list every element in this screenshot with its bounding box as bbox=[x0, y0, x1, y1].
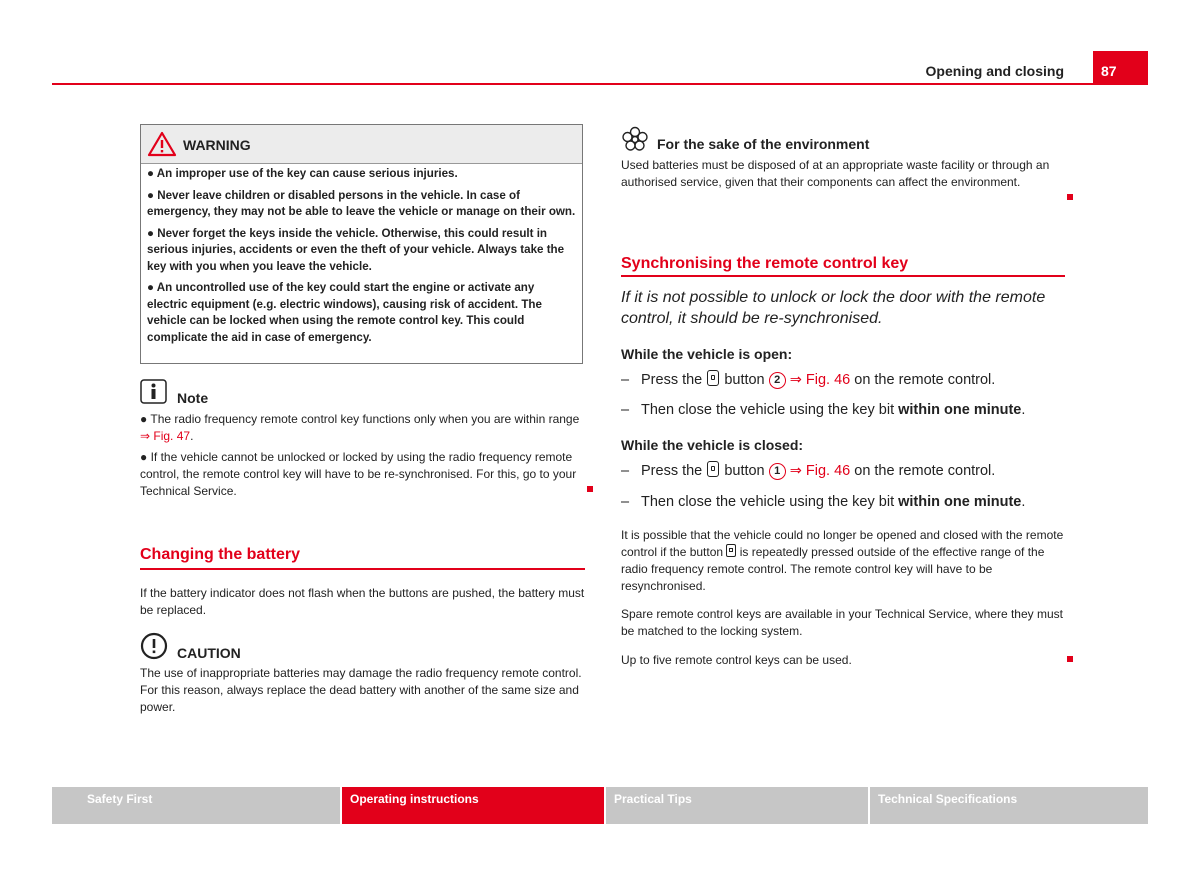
sync-intro: If it is not possible to unlock or lock the door with the remote control, it should be re-synchronised. bbox=[621, 289, 1046, 327]
nav-tab-operating-instructions[interactable]: Operating instructions bbox=[342, 787, 604, 824]
warning-box bbox=[140, 124, 583, 364]
section-heading-sync: Synchronising the remote control key bbox=[621, 255, 909, 272]
five-keys-paragraph: Up to five remote control keys can be used. bbox=[621, 653, 852, 667]
step-press-closed: – Press the button 1 ⇒ Fig. 46 on the remote control. bbox=[621, 463, 996, 479]
battery-paragraph: If the battery indicator does not flash when the buttons are pushed, the battery must be replaced. bbox=[140, 586, 585, 617]
environment-paragraph: Used batteries must be disposed of at an appropriate waste facility or through an authorised service, given that their components can affect the environment. bbox=[621, 158, 1050, 189]
step-close-closed: – Then close the vehicle using the key bit within one minute. bbox=[621, 494, 1026, 510]
figure-link[interactable]: ⇒ Fig. 46 bbox=[789, 463, 851, 479]
step-close-open: – Then close the vehicle using the key bit within one minute. bbox=[621, 402, 1026, 418]
flower-environment-icon bbox=[621, 126, 649, 152]
section-end-marker bbox=[1067, 656, 1073, 662]
note-item: ● If the vehicle cannot be unlocked or locked by using the radio frequency remote control, the remote control key will have to be re-synchronised. For this, go to your Technical Service. bbox=[140, 450, 577, 498]
section-end-marker bbox=[587, 486, 593, 492]
section-end-marker bbox=[1067, 194, 1073, 200]
step-press-open: – Press the button 2 ⇒ Fig. 46 on the remote control. bbox=[621, 372, 996, 388]
warning-item: ● An improper use of the key can cause serious injuries. bbox=[147, 167, 458, 180]
nav-tab-safety-first[interactable]: Safety First bbox=[52, 787, 340, 824]
warning-item: ● Never leave children or disabled persons in the vehicle. In case of emergency, they may not be able to leave the vehicle or manage on their own. bbox=[147, 188, 576, 218]
info-icon bbox=[140, 379, 167, 404]
page-number: 87 bbox=[1101, 63, 1117, 79]
figure-link[interactable]: ⇒ Fig. 47 bbox=[140, 429, 191, 443]
note-title: Note bbox=[177, 390, 209, 406]
chapter-title: Opening and closing bbox=[925, 63, 1064, 79]
header-rule bbox=[52, 83, 1148, 85]
nav-tab-technical-specifications[interactable]: Technical Specifications bbox=[870, 787, 1148, 824]
caution-exclamation-icon bbox=[140, 632, 168, 660]
callout-number: 1 bbox=[769, 463, 786, 480]
callout-number: 2 bbox=[769, 372, 786, 389]
warning-header bbox=[141, 125, 582, 164]
note-item: ● The radio frequency remote control key functions only when you are within range ⇒ Fig. 47. bbox=[140, 412, 580, 443]
spare-keys-paragraph: Spare remote control keys are available in your Technical Service, where they must be matched to the locking system. bbox=[621, 607, 1063, 638]
section-heading-battery: Changing the battery bbox=[140, 546, 301, 563]
heading-rule bbox=[140, 568, 585, 570]
unlock-key-icon bbox=[726, 544, 736, 557]
unlock-key-icon bbox=[707, 461, 719, 477]
warning-triangle-icon bbox=[147, 131, 177, 157]
warning-list bbox=[147, 166, 576, 351]
environment-title: For the sake of the environment bbox=[657, 136, 870, 152]
caution-title: CAUTION bbox=[177, 645, 241, 661]
resync-paragraph: It is possible that the vehicle could no longer be opened and closed with the remote control if the button is repeatedly pressed outside of the effective range of the radio frequency remote control. The remote control key will have to be resynchronised. bbox=[621, 528, 1064, 593]
heading-rule bbox=[621, 275, 1065, 277]
nav-tab-practical-tips[interactable]: Practical Tips bbox=[606, 787, 868, 824]
subheading-open: While the vehicle is open: bbox=[621, 346, 793, 362]
warning-title: WARNING bbox=[183, 137, 251, 153]
lock-key-icon bbox=[707, 370, 719, 386]
warning-item: ● Never forget the keys inside the vehicle. Otherwise, this could result in serious injuries, accidents or even the theft of your vehicle. Always take the key with you when you leave the vehicle. bbox=[147, 226, 565, 273]
subheading-closed: While the vehicle is closed: bbox=[621, 437, 804, 453]
warning-item: ● An uncontrolled use of the key could start the engine or activate any electric equipment (e.g. electric windows), causing risk of accident. The vehicle can be locked when using the remote control key. This could complicate the aid in case of emergency. bbox=[147, 281, 542, 344]
note-list bbox=[140, 411, 585, 504]
figure-link[interactable]: ⇒ Fig. 46 bbox=[789, 372, 851, 388]
caution-paragraph: The use of inappropriate batteries may damage the radio frequency remote control. For this reason, always replace the dead battery with another of the same size and power. bbox=[140, 666, 582, 714]
